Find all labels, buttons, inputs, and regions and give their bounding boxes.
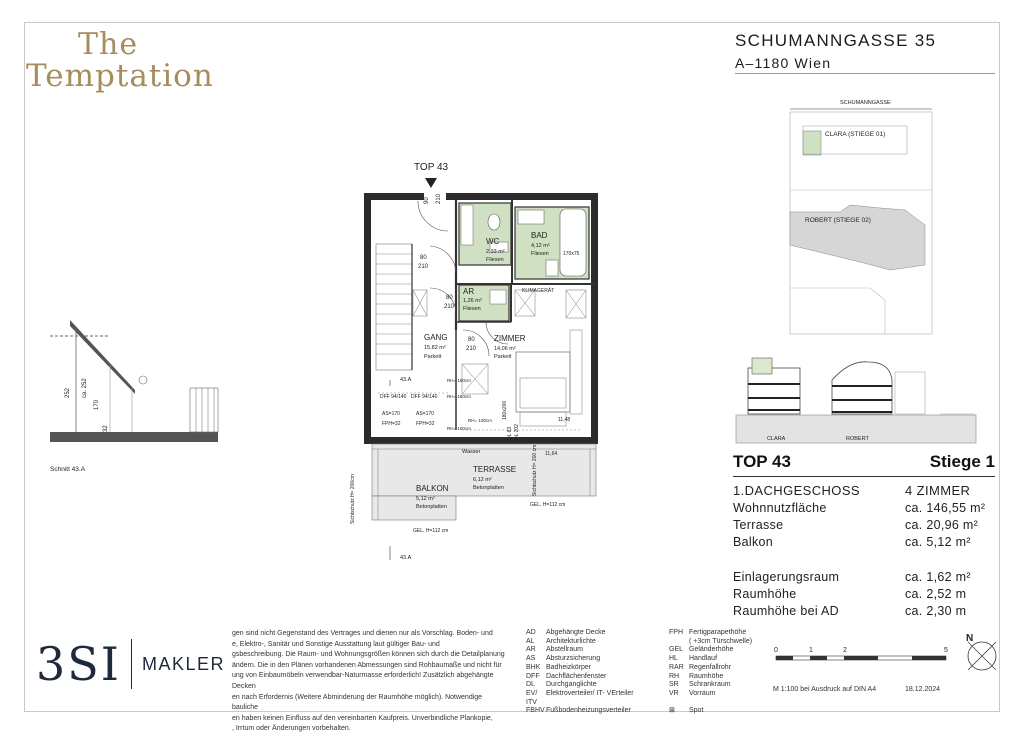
door-3-width: 80 xyxy=(468,337,475,343)
level-1: 11,48 xyxy=(558,417,571,423)
legend-desc: Badheizkörper xyxy=(546,663,592,671)
legend-desc: Raumhöhe xyxy=(689,672,724,680)
unit-rule xyxy=(733,476,995,477)
siteplan-building-1: CLARA (STIEGE 01) xyxy=(825,131,886,138)
unit-info xyxy=(733,452,995,618)
door-1-width: 80 xyxy=(420,255,427,261)
section-dim-252: 252 xyxy=(65,387,71,398)
ar-floor: Fliesen xyxy=(463,306,481,312)
rh-3: RH= 100cm xyxy=(447,426,471,431)
legend-abbr: AS xyxy=(526,655,536,663)
legend-desc: Dachflächenfenster xyxy=(546,672,607,680)
section-mark-bottom: 43.A xyxy=(400,555,412,561)
door-1-height: 210 xyxy=(418,264,429,270)
bad-floor: Fliesen xyxy=(531,251,549,257)
scale-tick-label: 2 xyxy=(843,647,847,654)
as-1: AS=170 xyxy=(382,411,400,417)
gel-label-2: GEL. H=112 cm xyxy=(413,528,449,534)
terrasse-name: TERRASSE xyxy=(473,465,517,474)
unit-row-value: ca. 20,96 m² xyxy=(905,518,979,532)
wasser-label: Wasser xyxy=(462,449,481,455)
legend-desc: Elektroverteiler/ IT- VErteiler xyxy=(546,689,634,697)
gang-floor: Parkett xyxy=(424,354,442,360)
rh-4: RH= 100cm xyxy=(468,418,492,423)
legend-abbr: AL xyxy=(526,637,535,645)
sichtschutz-left: Sichtschutz H= 200cm xyxy=(350,474,356,524)
unit-top: TOP 43 xyxy=(733,452,791,471)
legend-desc: Spot xyxy=(689,707,704,715)
legend-abbr: RAR xyxy=(669,663,684,671)
disclaimer-line: en nach Erfordernis (Weitere Abminderung der Raumhöhe möglich). Notwendige bauliche xyxy=(232,693,483,712)
zimmer-floor: Parkett xyxy=(494,354,512,360)
spot-icon: ⊠ xyxy=(669,707,675,715)
level-2: 11,64 xyxy=(545,451,558,457)
elevation-label-2: ROBERT xyxy=(846,436,869,442)
scale-text: M 1:100 bei Ausdruck auf DIN A4 xyxy=(773,686,877,693)
disclaimer-line: gsbeschreibung. Die Raum- und Wohnungsgrößen können sich durch die Detailplanung xyxy=(232,651,505,659)
balkon-name: BALKON xyxy=(416,484,449,493)
bath-size: 170x75 xyxy=(563,251,580,257)
terrasse-floor: Betonplatten xyxy=(473,485,504,491)
legend-desc: Abgehängte Decke xyxy=(546,629,606,636)
legend-desc: Abstellraum xyxy=(546,646,583,654)
disclaimer-text xyxy=(232,629,507,735)
legend-desc: Fertigparapethöhe xyxy=(689,629,747,636)
unit-row-value: ca. 1,62 m² xyxy=(905,570,971,584)
scale-tick-label: 5 xyxy=(944,647,948,654)
rh-2: RH= 180cm xyxy=(447,394,471,399)
door-top-height: 210 xyxy=(436,193,442,204)
elevation-label-1: CLARA xyxy=(767,436,786,442)
legend-desc: ( +3cm Türschwelle) xyxy=(689,637,753,645)
legend-desc: Durchganglichte xyxy=(546,681,597,689)
legend-abbr: AR xyxy=(526,646,536,654)
legend-desc: Absturzsicherung xyxy=(546,655,601,663)
address-street: SCHUMANNGASSE 35 xyxy=(735,31,937,50)
legend-abbr xyxy=(669,638,689,647)
bad-area: 4,12 m² xyxy=(531,243,550,249)
dl-2: DL 202 xyxy=(514,424,520,440)
disclaimer-line: en haben keinen Einfluss auf den vereinbarten Kaufpreis. Unverbindliche Plankopie, xyxy=(232,714,493,722)
gang-name: GANG xyxy=(424,333,448,342)
abbreviation-legend xyxy=(526,629,759,716)
unit-stiege: Stiege 1 xyxy=(929,452,995,471)
bed-size: 180x200 xyxy=(502,400,508,420)
unit-row-value: ca. 2,30 m xyxy=(905,604,967,618)
disclaimer-line: , Irrtum oder Änderungen vorbehalten. xyxy=(232,725,351,733)
section-dim-170: 170 xyxy=(94,399,100,410)
gel-label-1: GEL. H=112 cm xyxy=(530,502,566,508)
makler-logo-word: MAKLER xyxy=(141,653,225,674)
section-dim-ca252: ca. 252 xyxy=(82,378,88,398)
wc-floor: Fliesen xyxy=(486,257,504,263)
balkon-area: 5,12 m² xyxy=(416,496,435,502)
sichtschutz-right: Sichtschutz H= 200 cm xyxy=(532,444,538,496)
legend-abbr: FPH xyxy=(669,629,683,636)
disclaimer-line: ändern. Die in den Plänen vorhandenen Abmessungen sind Rohbaumaße und nicht für xyxy=(232,661,502,669)
unit-row-label: Raumhöhe bei AD xyxy=(733,604,839,618)
legend-desc: Regenfallrohr xyxy=(689,663,732,671)
elevation-drawing xyxy=(736,358,976,443)
legend-desc: Architekturlichte xyxy=(546,637,596,645)
wc-name: WC xyxy=(486,237,500,246)
legend-abbr: VR xyxy=(669,689,679,697)
siteplan-highlight xyxy=(803,131,821,155)
balkon-floor: Betonplatten xyxy=(416,504,447,510)
north-label: N xyxy=(966,633,974,644)
scale-bar xyxy=(772,642,952,672)
bad-name: BAD xyxy=(531,231,548,240)
siteplan-street: SCHUMANNGASSE xyxy=(840,100,891,106)
legend-abbr: AD xyxy=(526,629,536,636)
disclaimer-line: ung von Einbaumöbeln verwendbar-Naturmasse erforderlich! Zusätzlich abgehängte Decken xyxy=(232,672,494,690)
north-arrow-icon xyxy=(960,630,1000,680)
wc-area: 2,33 m² xyxy=(486,249,505,255)
makler-logo-mark: 3SI xyxy=(36,637,121,691)
section-mark-top: 43.A xyxy=(400,377,412,383)
entrance-marker xyxy=(425,178,437,188)
legend-abbr: FBHV xyxy=(526,707,545,715)
legend-desc: Fußbodenheizungsverteiler xyxy=(546,707,631,715)
address-city: A–1180 Wien xyxy=(735,55,832,71)
unit-rooms: 4 ZIMMER xyxy=(905,483,971,498)
unit-row-value: ca. 2,52 m xyxy=(905,587,967,601)
dff-1: DFF 94/140 xyxy=(380,394,407,400)
unit-row-label: Raumhöhe xyxy=(733,587,797,601)
legend-abbr: EV/ ITV xyxy=(526,689,538,706)
scale-tick-label: 1 xyxy=(809,647,813,654)
fix-label: FIX xyxy=(552,439,560,445)
siteplan-robert xyxy=(790,205,925,270)
terrasse-area: 6,12 m² xyxy=(473,477,492,483)
legend-abbr: BHK xyxy=(526,663,541,671)
plan-top-label: TOP 43 xyxy=(414,162,449,173)
unit-row-label: Einlagerungsraum xyxy=(733,570,840,584)
door-3-height: 210 xyxy=(466,346,477,352)
section-dim-32: 32 xyxy=(103,425,109,432)
ar-name: AR xyxy=(463,287,475,296)
legend-desc: Vorraum xyxy=(689,689,716,697)
klimagerat-label: KLIMAGERÄT xyxy=(522,288,555,294)
legend-desc: Schrankraum xyxy=(689,681,731,689)
door-2-height: 210 xyxy=(444,304,455,310)
unit-row-value: ca. 146,55 m² xyxy=(905,501,986,515)
disclaimer-line: gen sind nicht Gegenstand des Vertrages und dienen nur als Vorschlag. Boden- und xyxy=(232,630,493,637)
unit-row-value: ca. 5,12 m² xyxy=(905,535,971,549)
unit-row-label: Balkon xyxy=(733,535,774,549)
makler-logo xyxy=(36,637,225,691)
fph-2: FPH=32 xyxy=(416,421,435,427)
legend-desc: Geländerhöhe xyxy=(689,646,734,654)
as-2: AS=170 xyxy=(416,411,434,417)
unit-row-label: Wohnnutzfläche xyxy=(733,501,827,515)
scale-tick-label: 0 xyxy=(774,647,778,654)
unit-row-label: Terrasse xyxy=(733,518,784,532)
dl-1: DL 83 xyxy=(507,426,513,440)
ar-area: 1,26 m² xyxy=(463,298,482,304)
fph-1: FPH=32 xyxy=(382,421,401,427)
zimmer-area: 14,06 m² xyxy=(494,346,516,352)
brand-line-1: The xyxy=(78,27,139,62)
disclaimer-line: e, Elektro-, Sanitär und Sonstige Ausstattung laut gültiger Bau- und xyxy=(232,640,440,648)
siteplan-building-2: ROBERT (STIEGE 02) xyxy=(805,217,871,224)
legend-abbr: DL xyxy=(526,681,535,689)
dff-2: DFF 94/140 xyxy=(411,394,438,400)
legend-abbr: SR xyxy=(669,681,679,689)
legend-abbr: DFF xyxy=(526,672,540,680)
site-plan xyxy=(790,100,932,334)
door-2-width: 80 xyxy=(446,295,453,301)
plan-date: 18.12.2024 xyxy=(905,686,941,693)
makler-logo-divider xyxy=(131,639,132,689)
door-top-width: 90 xyxy=(424,197,430,204)
rh-1: RH= 180cm xyxy=(447,378,471,383)
legend-abbr: GEL xyxy=(669,646,684,654)
section-drawing xyxy=(50,320,218,473)
legend-abbr: RH xyxy=(669,672,680,680)
legend-abbr: HL xyxy=(669,655,678,663)
brand-line-2: Temptation xyxy=(26,58,214,94)
floor-plan xyxy=(364,162,598,560)
section-caption: Schnitt 43.A xyxy=(50,466,86,473)
fph-3: FPH=16 xyxy=(527,437,546,443)
gang-area: 15,82 m² xyxy=(424,345,446,351)
unit-floor: 1.DACHGESCHOSS xyxy=(733,483,860,498)
zimmer-name: ZIMMER xyxy=(494,334,526,343)
legend-desc: Handlauf xyxy=(689,655,718,663)
